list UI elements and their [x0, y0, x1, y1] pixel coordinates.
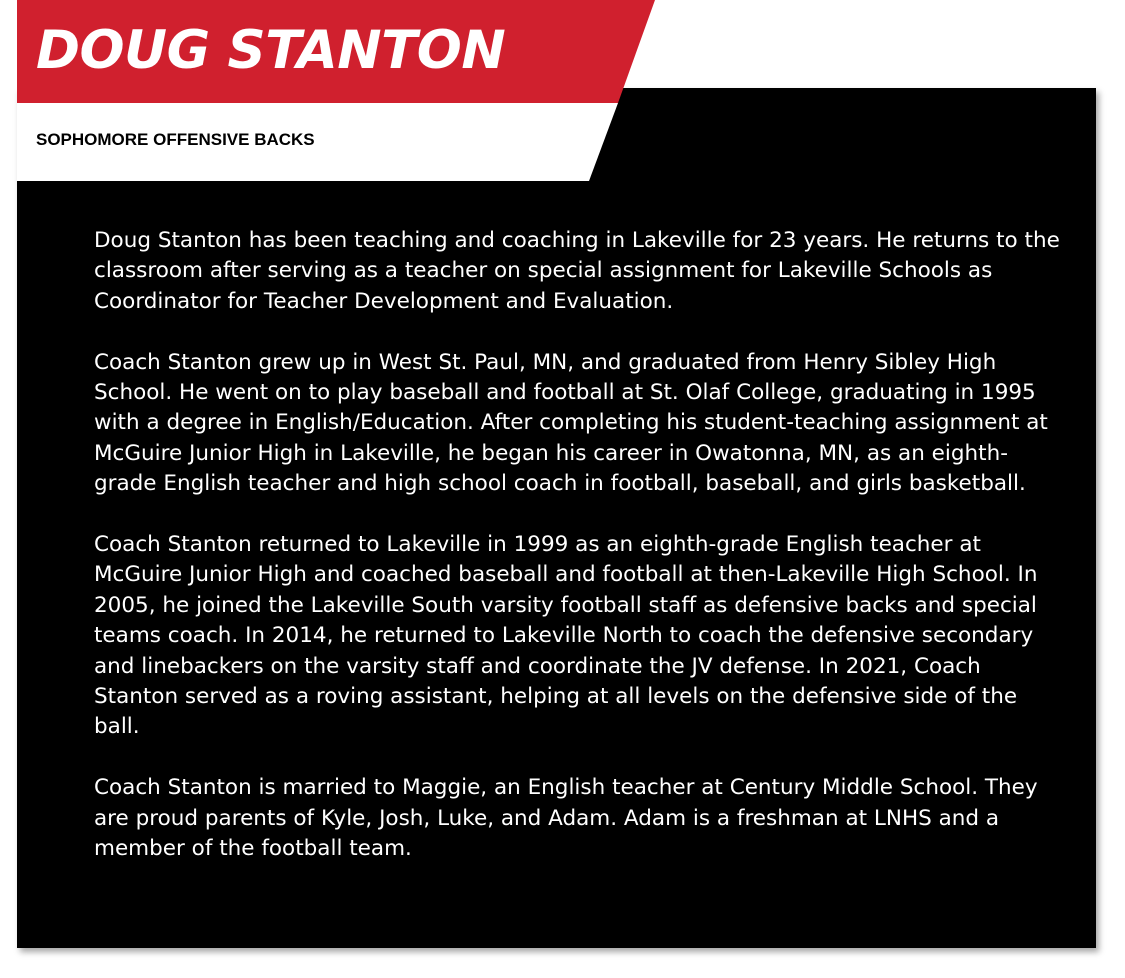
coach-name: DOUG STANTON	[36, 20, 506, 81]
coach-role: SOPHOMORE OFFENSIVE BACKS	[36, 130, 315, 149]
bio-paragraph: Coach Stanton is married to Maggie, an English teacher at Century Middle School. They are proud parents of Kyle, Josh, Luke, and Adam. Adam is a freshman at LNHS and a member of the football team.	[94, 775, 1038, 862]
bio-paragraph: Doug Stanton has been teaching and coaching in Lakeville for 23 years. He returns to the classroom after serving as a teacher on special assignment for Lakeville Schools as Coordinator for Teacher Development and Evaluation.	[94, 228, 1060, 314]
bio-paragraph: Coach Stanton grew up in West St. Paul, MN, and graduated from Henry Sibley High School. He went on to play baseball and football at St. Olaf College, graduating in 1995 with a degree in English/Education. After completing his student-teaching assignment at McGuire Junior High in Lakeville, he began his career in Owatonna, MN, as an eighth-grade English teacher and high school coach in football, baseball, and girls basketball.	[94, 349, 1048, 497]
bio-text	[94, 226, 1069, 864]
bio-paragraph: Coach Stanton returned to Lakeville in 1999 as an eighth-grade English teacher at McGuire Junior High and coached baseball and football at then-Lakeville High School. In 2005, he joined the Lakeville South varsity football staff as defensive backs and special teams coach. In 2014, he returned to Lakeville North to coach the defensive secondary and linebackers on the varsity staff and coordinate the JV defense. In 2021, Coach Stanton served as a roving assistant, helping at all levels on the defensive side of the ball.	[94, 532, 1038, 740]
